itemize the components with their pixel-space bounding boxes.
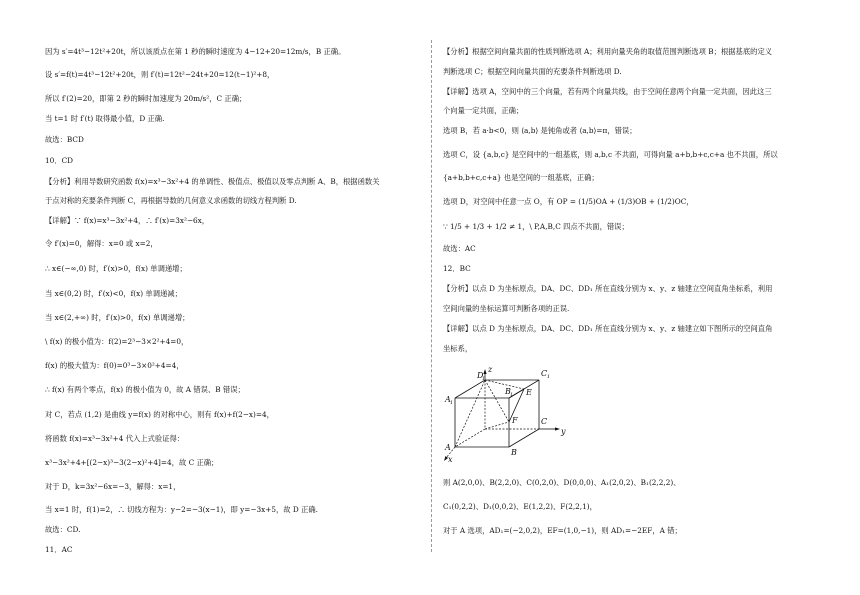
text-line: 【详解】以点 D 为坐标原点，DA、DC、DD₁ 所在直线分别为 x、y、z 轴建立如下图所示的空间直角 [443, 324, 773, 333]
label-y: y [561, 427, 566, 436]
label-A1: A [445, 395, 451, 404]
text-line: 【详解】选项 A，空间中的三个向量，若有两个向量共线，由于空间任意两个向量一定共面，因此这三 [443, 87, 772, 96]
cube-diagram [443, 363, 578, 463]
text-line: 因为 s′=4t³−12t²+20t，所以该质点在第 1 秒的瞬时速度为 4−12+20=12m/s，B 正确。 [45, 47, 346, 56]
text-line: 坐标系， [443, 344, 473, 353]
text-line: 所以 f′(2)=20，即第 2 秒的瞬时加速度为 20m/s²，C 正确； [45, 94, 247, 103]
text-line: 令 f′(x)=0，解得：x=0 或 x=2， [45, 239, 158, 248]
label-A1-sub: 1 [450, 400, 454, 406]
text-line: f(x) 的极大值为：f(0)=0³−3×0²+4=4， [45, 361, 184, 370]
text-line: 当 x=1 时，f(1)=2，∴ 切线方程为：y−2=−3(x−1)，即 y=−3x+5，故 D 正确. [45, 505, 318, 514]
text-line: 当 x∈(0,2) 时，f′(x)<0，f(x) 单调递减； [45, 289, 182, 298]
text-line: 故选：BCD [45, 135, 84, 144]
question-number: 12．BC [443, 264, 471, 273]
label-x: x [448, 455, 453, 463]
label-C1: C [541, 369, 548, 378]
text-line: 选项 C，设 {a,b,c} 是空间中的一组基底，则 a,b,c 不共面，可得向量 a+b,b+c,c+a 也不共面，所以 [443, 150, 778, 159]
question-number: 11．AC [45, 545, 73, 554]
label-B1: B [505, 387, 511, 396]
text-line: 判断选项 C；根据空间向量共面的充要条件判断选项 D. [443, 67, 622, 76]
text-line: ∴ x∈(−∞,0) 时，f′(x)>0，f(x) 单调递增； [45, 264, 187, 273]
text-line: 对于 D，k=3x²−6x=−3，解得：x=1， [45, 482, 181, 491]
text-line: \ f(x) 的极小值为：f(2)=2³−3×2²+4=0， [45, 337, 189, 346]
label-F: F [512, 416, 518, 425]
label-E: E [526, 388, 532, 397]
text-line: 选项 D，对空间中任意一点 O，有 OP = (1/5)OA + (1/3)OB + (1/2)OC， [443, 197, 694, 206]
edge-D-A-hidden [455, 429, 485, 447]
y-axis-arrow-icon [555, 427, 560, 430]
text-line: ∵ 1/5 + 1/3 + 1/2 ≠ 1，\ P,A,B,C 四点不共面，错误； [443, 222, 629, 231]
label-B1-sub: 1 [510, 392, 514, 398]
text-line: 当 t=1 时 f′(t) 取得最小值，D 正确. [45, 114, 165, 123]
text-line: 对 C，若点 (1,2) 是曲线 y=f(x) 的对称中心，则有 f(x)+f(2−x)=4， [45, 410, 274, 419]
text-line: 【分析】利用导数研究函数 f(x)=x³−3x²+4 的单调性、极值点、极值以及零点判断 A、B，根据函数关 [45, 177, 380, 186]
text-line: 将函数 f(x)=x³−3x²+4 代入上式验证得： [45, 434, 185, 443]
z-axis-arrow-icon [483, 369, 486, 374]
text-line: 【分析】根据空间向量共面的性质判断选项 A；利用向量夹角的取值范围判断选项 B；根据基底的定义 [443, 47, 773, 56]
text-line: 故选：CD. [45, 525, 81, 534]
label-C: C [541, 417, 548, 426]
text-line: ∴ f(x) 有两个零点，f(x) 的极小值为 0，故 A 错误、B 错误； [45, 385, 245, 394]
text-line: {a+b,b+c,c+a} 也是空间的一组基底，正确； [443, 173, 599, 182]
label-D1-sub: 1 [482, 376, 486, 382]
text-line: 个向量一定共面，正确； [443, 106, 524, 115]
text-line: 故选：AC [443, 244, 476, 253]
label-B: B [511, 448, 517, 457]
label-C1-sub: 1 [547, 374, 551, 380]
text-line: 空间向量的坐标运算可判断各项的正误. [443, 304, 570, 313]
column-divider [431, 40, 432, 552]
text-line: 选项 B，若 a·b<0，则 ⟨a,b⟩ 是钝角或者 ⟨a,b⟩=π，错误； [443, 126, 637, 135]
segment-A-D1 [455, 380, 485, 447]
label-D1: D [477, 371, 484, 380]
label-z: z [488, 365, 493, 374]
text-line: 【分析】以点 D 为坐标原点，DA、DC、DD₁ 所在直线分别为 x、y、z 轴建立空间直角坐标系，利用 [443, 284, 773, 293]
question-number: 10．CD [45, 156, 74, 165]
segment-D-F [485, 422, 509, 429]
text-line: C₁(0,2,2)、D₁(0,0,2)、E(1,2,2)、F(2,2,1)， [443, 502, 597, 511]
text-line: 当 x∈(2,+∞) 时，f′(x)>0，f(x) 单调递增； [45, 313, 190, 322]
text-line: 对于 A 选项，AD₁=(−2,0,2)，EF=(1,0,−1)，则 AD₁=−2EF，A 错； [443, 526, 682, 535]
label-A: A [445, 443, 451, 452]
text-line: x³−3x²+4+[(2−x)³−3(2−x)²+4]=4，故 C 正确； [45, 458, 219, 467]
text-line: 【详解】∵ f(x)=x³−3x²+4，∴ f′(x)=3x²−6x， [45, 216, 210, 225]
text-line: 则 A(2,0,0)、B(2,2,0)、C(0,2,0)、D(0,0,0)、A₁(2,0,2)、B₁(2,2,2)、 [443, 478, 681, 487]
text-line: 设 s′=f(t)=4t³−12t²+20t，则 f′(t)=12t²−24t+20=12(t−1)²+8， [45, 70, 275, 79]
cube-coordinate-figure [443, 363, 578, 463]
edge-B-C [509, 429, 539, 447]
text-line: 于点对称的充要条件判断 C，再根据导数的几何意义求函数的切线方程判断 D. [45, 196, 297, 205]
edge-A1-D1 [455, 380, 485, 398]
